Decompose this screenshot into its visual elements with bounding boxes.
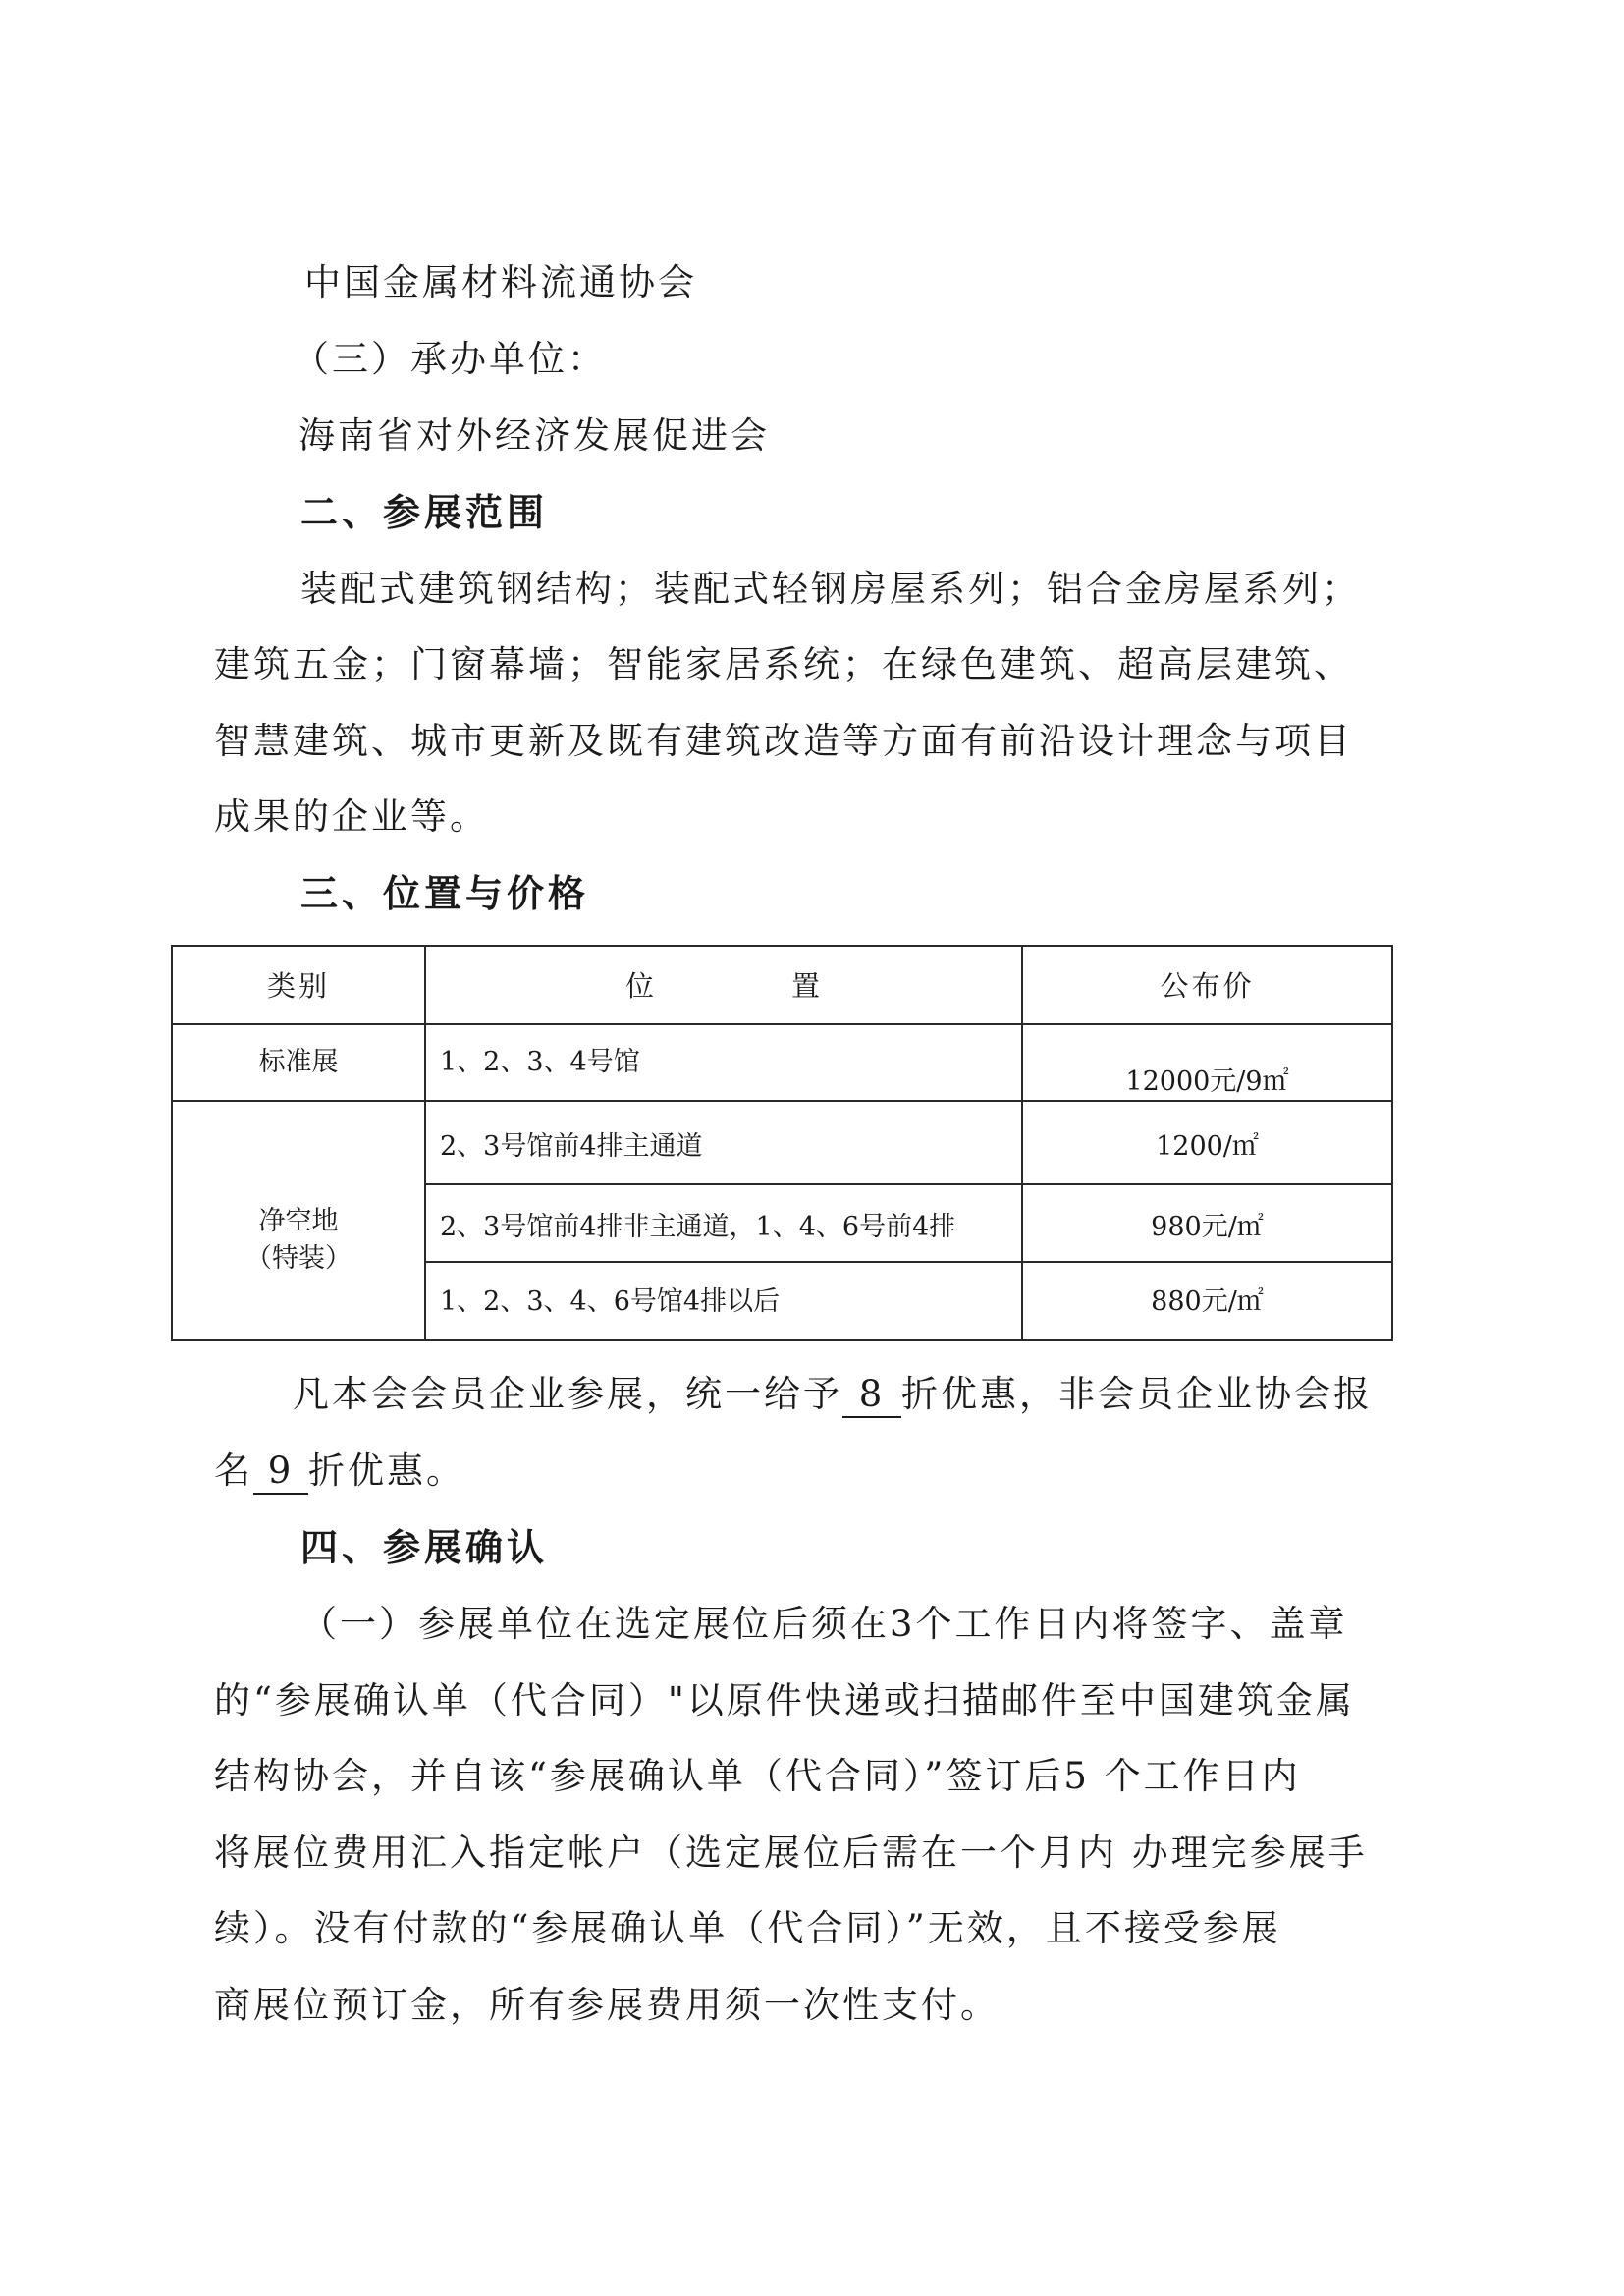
- discount-text-3: 名: [214, 1449, 253, 1492]
- table-header-location: 位置: [624, 969, 957, 1003]
- table-row-divider: [173, 1023, 1391, 1025]
- confirmation-line-4: 将展位费用汇入指定帐户（选定展位后需在一个月内 办理完参展手: [214, 1831, 1368, 1874]
- confirmation-line-5: 续）。没有付款的“参展确认单（代合同）”无效，且不接受参展: [214, 1907, 1281, 1949]
- table-cell-location: 2、3号馆前4排非主通道，1、4、6号前4排: [440, 1212, 956, 1242]
- scope-line-1: 装配式建筑钢结构；装配式轻钢房屋系列；铝合金房屋系列；: [300, 568, 1361, 610]
- scope-heading: 二、参展范围: [300, 490, 549, 534]
- table-cell-location: 1、2、3、4、6号馆4排以后: [440, 1286, 781, 1317]
- confirmation-heading: 四、参展确认: [300, 1525, 549, 1569]
- discount-line-1: [293, 1369, 1432, 1420]
- member-discount-value: 8: [842, 1373, 901, 1418]
- organization-line: 中国金属材料流通协会: [304, 261, 697, 303]
- table-row-divider: [424, 1183, 1391, 1185]
- confirmation-line-3: 结构协会，并自该“参展确认单（代合同）”签订后5 个工作日内: [214, 1755, 1301, 1797]
- discount-text-1: 凡本会会员企业参展，统一给予: [293, 1373, 842, 1415]
- table-cell-location: 1、2、3、4号馆: [440, 1047, 640, 1077]
- table-cell-price: 880元/㎡: [1151, 1286, 1264, 1317]
- table-header-category: 类别: [266, 969, 330, 1003]
- price-table: [171, 945, 1393, 1341]
- table-cell-price: 980元/㎡: [1151, 1212, 1264, 1242]
- table-cell-price: 12000元/9㎡: [1125, 1066, 1289, 1097]
- organizer-name: 海南省对外经济发展促进会: [298, 414, 770, 457]
- confirmation-line-6: 商展位预订金，所有参展费用须一次性支付。: [214, 1984, 1000, 2026]
- table-cell-category: 标准展: [258, 1047, 339, 1077]
- table-row-divider: [424, 1261, 1391, 1263]
- discount-line-2: [214, 1446, 1432, 1497]
- table-cell-price: 1200/㎡: [1156, 1131, 1259, 1162]
- table-cell-category-merged-note: （特装）: [245, 1243, 352, 1274]
- organizer-heading: （三）承办单位：: [293, 338, 607, 380]
- pricing-heading: 三、位置与价格: [300, 871, 590, 915]
- nonmember-discount-value: 9: [253, 1449, 308, 1495]
- discount-text-2: 折优惠，非会员企业协会报: [901, 1373, 1373, 1415]
- scope-line-2: 建筑五金；门窗幕墙；智能家居系统；在绿色建筑、超高层建筑、: [214, 643, 1353, 685]
- table-cell-category-merged: 净空地: [258, 1206, 339, 1236]
- discount-text-4: 折优惠。: [308, 1449, 465, 1492]
- table-row-divider: [173, 1100, 1391, 1102]
- confirmation-line-1: （一）参展单位在选定展位后须在3个工作日内将签字、盖章: [300, 1603, 1348, 1645]
- table-header-price: 公布价: [1160, 969, 1255, 1003]
- confirmation-line-2: 的“参展确认单（代合同）"以原件快递或扫描邮件至中国建筑金属: [214, 1679, 1355, 1722]
- scope-line-4: 成果的企业等。: [214, 795, 489, 838]
- table-cell-location: 2、3号馆前4排主通道: [440, 1131, 703, 1162]
- scope-line-3: 智慧建筑、城市更新及既有建筑改造等方面有前沿设计理念与项目: [214, 720, 1353, 762]
- table-column-divider: [424, 947, 426, 1339]
